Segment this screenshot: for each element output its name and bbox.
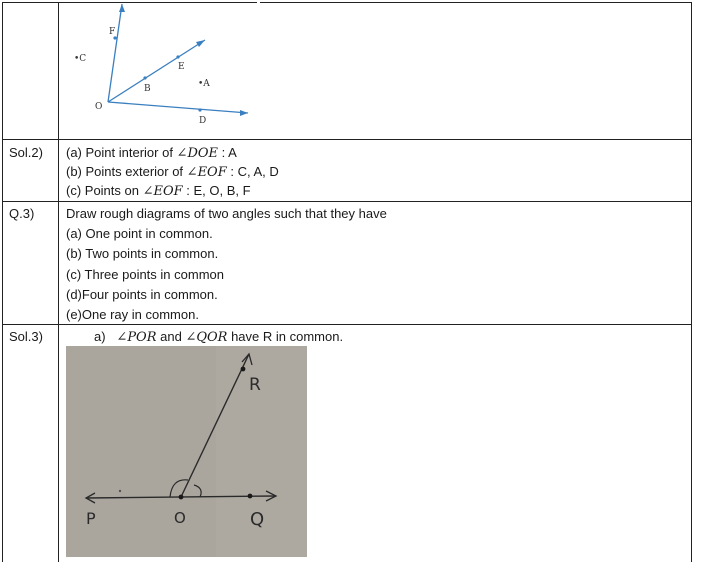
sol2-answer-a bbox=[66, 145, 237, 161]
point-O bbox=[179, 495, 184, 500]
ray-OD-arrow bbox=[240, 110, 248, 116]
answer-mid: and bbox=[156, 329, 186, 344]
sol3-label: Sol.3) bbox=[9, 329, 43, 344]
label-Q: Q bbox=[250, 509, 265, 530]
label-P: P bbox=[86, 509, 96, 528]
sol2-label: Sol.2) bbox=[9, 145, 43, 160]
answer-a-prefix: (a) Point interior of bbox=[66, 145, 177, 160]
ray-OD bbox=[108, 102, 248, 113]
sol2-answer-c bbox=[66, 183, 251, 199]
point-E bbox=[176, 55, 179, 58]
column-divider bbox=[58, 2, 59, 562]
angle-name: POR bbox=[127, 330, 157, 345]
row-divider bbox=[2, 139, 692, 140]
smudge bbox=[119, 490, 121, 492]
label-B: B bbox=[144, 84, 151, 94]
q3-item: (b) Two points in common. bbox=[66, 246, 219, 261]
angle-name: QOR bbox=[196, 330, 228, 345]
label-O: O bbox=[95, 102, 103, 112]
angle-name: EOF bbox=[197, 165, 227, 180]
angle-symbol: ∠ bbox=[186, 165, 198, 180]
q3-item: (c) Three points in common bbox=[66, 267, 224, 282]
angle-name: EOF bbox=[153, 184, 183, 199]
angle-symbol: ∠ bbox=[116, 330, 128, 345]
label-R: R bbox=[249, 375, 261, 395]
ray-OF-arrow bbox=[119, 4, 125, 12]
point-B bbox=[143, 76, 146, 79]
label-E: E bbox=[178, 62, 185, 72]
label-C: •C bbox=[74, 54, 87, 64]
answer-c-prefix: (c) Points on bbox=[66, 183, 143, 198]
label-F: F bbox=[109, 27, 116, 37]
table-top-border-right bbox=[260, 2, 692, 3]
ray-OF bbox=[108, 4, 122, 102]
answer-marker: a) bbox=[94, 329, 106, 344]
q3-item: (d)Four points in common. bbox=[66, 287, 218, 302]
sol3-answer-a bbox=[94, 329, 343, 345]
pencil-sketch bbox=[66, 346, 307, 557]
row-divider bbox=[2, 324, 692, 325]
sol2-answer-b bbox=[66, 164, 279, 180]
q3-item: (a) One point in common. bbox=[66, 226, 213, 241]
table-right-border bbox=[691, 2, 692, 562]
angle-symbol: ∠ bbox=[176, 146, 188, 161]
angle-diagram bbox=[70, 2, 260, 132]
point-R bbox=[241, 367, 246, 372]
angle-name: DOE bbox=[187, 146, 219, 161]
row-divider bbox=[2, 201, 692, 202]
answer-b-prefix: (b) Points exterior of bbox=[66, 164, 187, 179]
ray-OE-arrow bbox=[196, 40, 205, 47]
point-D bbox=[198, 108, 201, 111]
point-Q bbox=[248, 494, 253, 499]
answer-suffix: have R in common. bbox=[227, 329, 344, 344]
q3-item: (e)One ray in common. bbox=[66, 307, 199, 322]
q3-intro: Draw rough diagrams of two angles such that they have bbox=[66, 206, 387, 221]
angle-symbol: ∠ bbox=[142, 184, 154, 199]
table-left-border bbox=[2, 2, 3, 562]
ray-OE bbox=[108, 40, 205, 102]
handwritten-diagram-photo bbox=[66, 346, 307, 557]
label-D: D bbox=[199, 116, 207, 126]
answer-b-suffix: : C, A, D bbox=[226, 164, 279, 179]
angle-symbol: ∠ bbox=[185, 330, 197, 345]
answer-a-suffix: : A bbox=[218, 145, 237, 160]
answer-c-suffix: : E, O, B, F bbox=[182, 183, 251, 198]
label-O: O bbox=[174, 509, 186, 527]
q3-label: Q.3) bbox=[9, 206, 35, 221]
label-A: •A bbox=[198, 79, 210, 89]
